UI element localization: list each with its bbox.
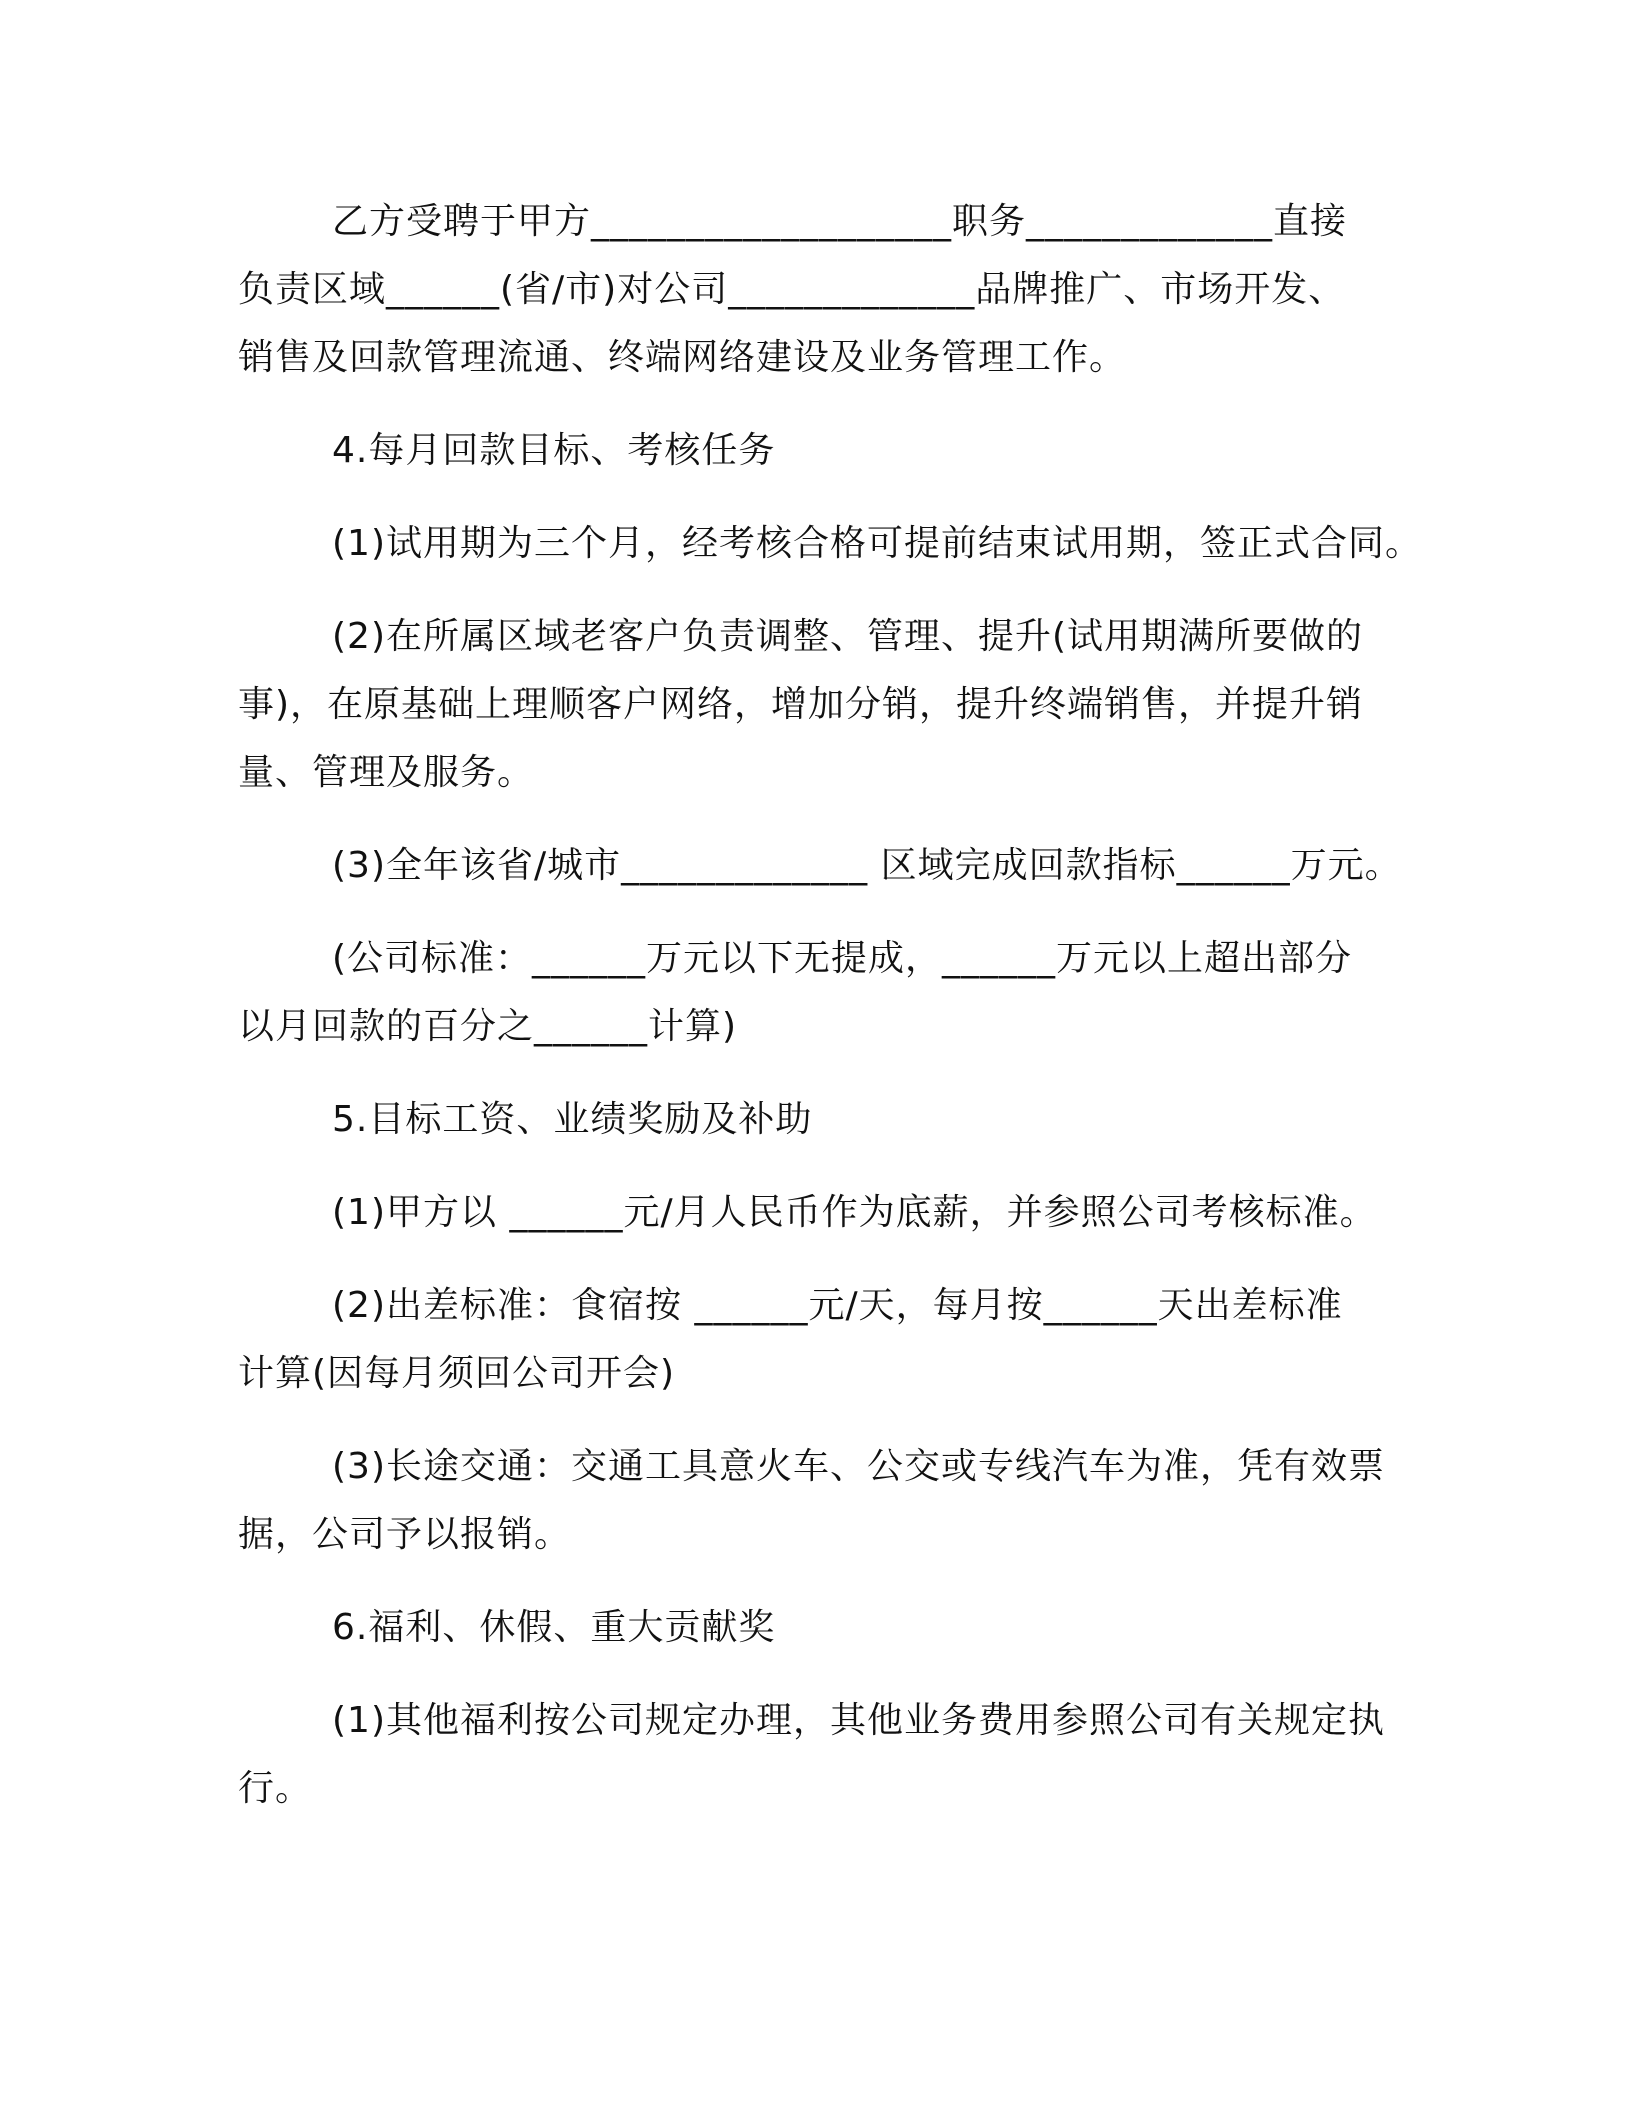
text-line: 4.每月回款目标、考核任务 [332,430,776,471]
text-line: 量、管理及服务。 [238,752,535,793]
clause-5-1 [238,1179,1408,1247]
paragraph-position-duties [238,188,1408,392]
clause-6-1 [238,1687,1408,1823]
text-line: 负责区域______(省/市)对公司_____________品牌推广、市场开发、 [238,269,1346,310]
clause-5-2 [238,1272,1408,1408]
text-line: 行。 [238,1768,313,1809]
text-line: (1)其他福利按公司规定办理，其他业务费用参照公司有关规定执 [332,1700,1385,1741]
text-line: (2)出差标准：食宿按 ______元/天，每月按______天出差标准 [332,1285,1343,1326]
text-line: 据，公司予以报销。 [238,1514,572,1555]
document-page [238,188,1422,1848]
text-line: (1)甲方以 ______元/月人民币作为底薪，并参照公司考核标准。 [332,1192,1377,1233]
clause-4-1 [238,510,1422,578]
text-line: (3)长途交通：交通工具意火车、公交或专线汽车为准，凭有效票 [332,1446,1385,1487]
section-heading-4 [238,417,1408,485]
text-line: 销售及回款管理流通、终端网络建设及业务管理工作。 [238,337,1127,378]
clause-4-2 [238,603,1408,807]
text-line: 事)，在原基础上理顺客户网络，增加分销，提升终端销售，并提升销 [238,684,1364,725]
text-line: (2)在所属区域老客户负责调整、管理、提升(试用期满所要做的 [332,616,1364,657]
text-line: 以月回款的百分之______计算) [238,1006,738,1047]
section-heading-5 [238,1086,1408,1154]
clause-5-3 [238,1433,1408,1569]
text-line: (1)试用期为三个月，经考核合格可提前结束试用期，签正式合同。 [332,523,1422,564]
company-standard-note [238,925,1408,1061]
text-line: (公司标准：______万元以下无提成，______万元以上超出部分 [332,938,1353,979]
text-line: 计算(因每月须回公司开会) [238,1353,676,1394]
text-line: 乙方受聘于甲方___________________职务_____________直接 [332,201,1348,242]
text-line: 5.目标工资、业绩奖励及补助 [332,1099,813,1140]
text-line: (3)全年该省/城市_____________ 区域完成回款指标______万元。 [332,845,1402,886]
text-line: 6.福利、休假、重大贡献奖 [332,1607,776,1648]
section-heading-6 [238,1594,1408,1662]
clause-4-3 [238,832,1408,900]
